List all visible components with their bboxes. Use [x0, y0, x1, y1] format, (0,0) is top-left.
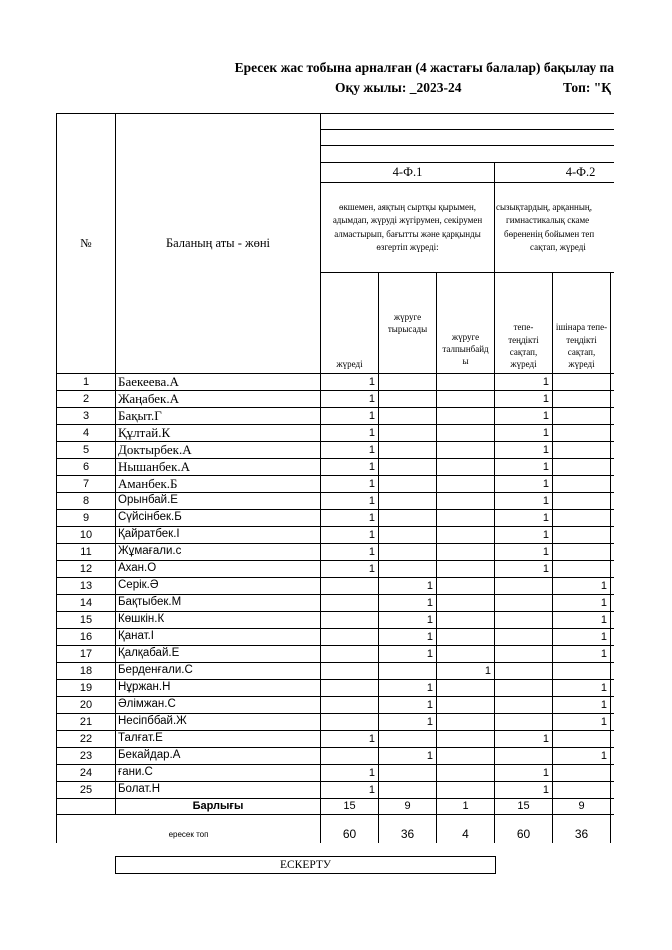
score-cell: 1 — [321, 765, 379, 782]
score-cell-empty — [611, 629, 615, 646]
score-cell-empty — [611, 391, 615, 408]
score-cell — [321, 663, 379, 680]
skill-description-line: сызықтардың, арқанның, — [496, 201, 592, 212]
row-number: 2 — [57, 391, 116, 408]
score-cell: 1 — [321, 476, 379, 493]
student-name: Несіпббай.Ж — [116, 714, 321, 731]
score-cell — [321, 646, 379, 663]
score-cell-empty — [611, 595, 615, 612]
skill-code: 4-Ф.1 — [321, 163, 495, 183]
level-header-line: жүруге — [451, 331, 480, 342]
skill-description-line: алмастырып, бағытты және қарқынды — [334, 228, 481, 239]
score-cell: 1 — [553, 629, 611, 646]
skill-description-line: бөрененің бойымен теп — [504, 228, 595, 239]
table-row — [57, 680, 615, 697]
score-cell — [379, 459, 437, 476]
student-name: Құлтай.К — [116, 425, 321, 442]
score-cell-empty — [611, 782, 615, 799]
score-cell — [379, 510, 437, 527]
score-cell: 1 — [379, 578, 437, 595]
score-cell — [437, 374, 495, 391]
score-cell — [495, 680, 553, 697]
table-row — [57, 731, 615, 748]
header-blank-row — [321, 114, 615, 130]
score-cell — [379, 561, 437, 578]
score-cell: 1 — [495, 561, 553, 578]
table-row — [57, 646, 615, 663]
row-number: 3 — [57, 408, 116, 425]
score-cell: 1 — [379, 646, 437, 663]
score-cell — [437, 612, 495, 629]
row-number: 19 — [57, 680, 116, 697]
table-row — [57, 663, 615, 680]
table-row — [57, 493, 615, 510]
header-blank-row — [321, 130, 615, 146]
score-cell-empty — [611, 561, 615, 578]
level-header — [379, 273, 437, 374]
score-cell — [437, 527, 495, 544]
level-header-line: жүреді — [336, 358, 363, 369]
table-row — [57, 578, 615, 595]
score-cell: 1 — [321, 459, 379, 476]
score-cell — [437, 731, 495, 748]
total-empty — [611, 799, 615, 815]
score-cell — [437, 408, 495, 425]
score-cell-empty — [611, 731, 615, 748]
score-cell — [379, 663, 437, 680]
score-cell: 1 — [495, 374, 553, 391]
score-cell — [437, 629, 495, 646]
score-cell: 1 — [321, 527, 379, 544]
score-cell: 1 — [321, 510, 379, 527]
score-cell — [495, 646, 553, 663]
row-number: 7 — [57, 476, 116, 493]
student-name: Сүйсінбек.Б — [116, 510, 321, 527]
score-cell — [379, 527, 437, 544]
total-value: 1 — [437, 799, 495, 815]
student-name: Нұржан.Н — [116, 680, 321, 697]
score-cell — [553, 765, 611, 782]
table-row — [57, 374, 615, 391]
score-cell — [553, 374, 611, 391]
percent-label: ересек топ — [57, 815, 321, 844]
score-cell: 1 — [495, 459, 553, 476]
level-header-line: жүреді — [568, 358, 595, 369]
table-row — [57, 765, 615, 782]
score-cell: 1 — [495, 544, 553, 561]
score-cell — [495, 714, 553, 731]
table-row — [57, 544, 615, 561]
score-cell — [553, 493, 611, 510]
row-number: 12 — [57, 561, 116, 578]
level-header-line: сақтап, — [509, 346, 538, 357]
score-cell: 1 — [495, 765, 553, 782]
score-cell: 1 — [495, 493, 553, 510]
score-cell — [437, 459, 495, 476]
score-cell — [553, 663, 611, 680]
totals-row — [57, 799, 615, 815]
total-value: 9 — [553, 799, 611, 815]
score-cell: 1 — [379, 595, 437, 612]
table-row — [57, 629, 615, 646]
row-number: 10 — [57, 527, 116, 544]
score-cell — [437, 442, 495, 459]
score-cell: 1 — [379, 680, 437, 697]
student-name: Көшкін.К — [116, 612, 321, 629]
score-cell-empty — [611, 425, 615, 442]
level-header-line: теңдікті — [508, 334, 539, 345]
student-name: Аманбек.Б — [116, 476, 321, 493]
table-row — [57, 391, 615, 408]
totals-label: Барлығы — [116, 799, 321, 815]
student-name: Жаңабек.А — [116, 391, 321, 408]
group-name: Топ: "Қ — [563, 80, 612, 95]
score-cell — [437, 595, 495, 612]
header-blank-row — [321, 146, 615, 163]
score-cell: 1 — [379, 697, 437, 714]
student-name: Бақтыбек.М — [116, 595, 321, 612]
score-cell — [553, 510, 611, 527]
row-number: 6 — [57, 459, 116, 476]
score-cell-empty — [611, 408, 615, 425]
score-cell-empty — [611, 663, 615, 680]
level-header-line: ішінара тепе- — [555, 322, 608, 333]
student-name: Бақыт.Г — [116, 408, 321, 425]
level-header-line: сақтап, — [567, 346, 596, 357]
score-cell — [553, 561, 611, 578]
score-cell: 1 — [495, 476, 553, 493]
total-value: 9 — [379, 799, 437, 815]
student-name: Жұмағали.с — [116, 544, 321, 561]
score-cell: 1 — [553, 595, 611, 612]
row-number: 13 — [57, 578, 116, 595]
score-cell: 1 — [321, 391, 379, 408]
score-cell-empty — [611, 544, 615, 561]
score-cell: 1 — [321, 544, 379, 561]
skill-description — [321, 183, 495, 273]
level-header-line: ы — [462, 355, 469, 366]
score-cell — [495, 748, 553, 765]
number-header: № — [57, 114, 116, 374]
score-cell: 1 — [495, 442, 553, 459]
score-cell — [437, 493, 495, 510]
level-header-line: талпынбайд — [442, 343, 489, 354]
score-cell-empty — [611, 697, 615, 714]
score-cell — [553, 408, 611, 425]
row-number: 20 — [57, 697, 116, 714]
score-cell — [379, 782, 437, 799]
row-number: 11 — [57, 544, 116, 561]
score-cell — [379, 765, 437, 782]
level-header — [321, 273, 379, 374]
score-cell — [495, 629, 553, 646]
score-cell: 1 — [495, 510, 553, 527]
student-name: Қалқабай.Е — [116, 646, 321, 663]
score-cell — [379, 544, 437, 561]
level-header-line: тырысады — [387, 324, 428, 334]
score-cell-empty — [611, 527, 615, 544]
table-row — [57, 425, 615, 442]
score-cell-empty — [611, 748, 615, 765]
score-cell — [553, 527, 611, 544]
row-number: 9 — [57, 510, 116, 527]
skill-description-line: өзгертіп жүреді: — [376, 242, 439, 252]
level-header — [437, 273, 495, 374]
row-number: 21 — [57, 714, 116, 731]
table-row — [57, 408, 615, 425]
table-row — [57, 748, 615, 765]
level-header-line: жүруге — [393, 311, 422, 322]
score-cell — [379, 442, 437, 459]
score-cell — [437, 697, 495, 714]
score-cell — [321, 714, 379, 731]
table-row — [57, 561, 615, 578]
row-number: 18 — [57, 663, 116, 680]
score-cell — [379, 408, 437, 425]
score-cell — [437, 782, 495, 799]
score-cell: 1 — [321, 493, 379, 510]
student-name: Орынбай.Е — [116, 493, 321, 510]
score-cell — [379, 493, 437, 510]
score-cell — [437, 510, 495, 527]
row-number: 25 — [57, 782, 116, 799]
level-header-line: жүреді — [510, 358, 537, 369]
score-cell — [495, 595, 553, 612]
score-cell: 1 — [495, 731, 553, 748]
score-cell-empty — [611, 714, 615, 731]
score-cell — [379, 391, 437, 408]
score-cell — [553, 782, 611, 799]
score-cell: 1 — [321, 782, 379, 799]
row-number: 14 — [57, 595, 116, 612]
student-name: Қанат.І — [116, 629, 321, 646]
score-cell-empty — [611, 578, 615, 595]
score-cell: 1 — [321, 561, 379, 578]
score-cell: 1 — [321, 731, 379, 748]
score-cell — [379, 476, 437, 493]
student-name: Берденғали.С — [116, 663, 321, 680]
row-number: 22 — [57, 731, 116, 748]
note-box: ЕСКЕРТУ — [115, 856, 496, 874]
percent-value: 36 — [379, 815, 437, 844]
score-cell — [553, 544, 611, 561]
skill-code: 4-Ф.2 — [495, 163, 615, 183]
row-number: 8 — [57, 493, 116, 510]
percent-value: 60 — [321, 815, 379, 844]
student-name: Ахан.О — [116, 561, 321, 578]
score-cell: 1 — [495, 391, 553, 408]
score-cell — [437, 765, 495, 782]
score-cell — [553, 391, 611, 408]
academic-year: Оқу жылы: _2023-24 — [335, 80, 462, 95]
observation-table — [56, 113, 614, 843]
row-number: 4 — [57, 425, 116, 442]
score-cell: 1 — [553, 748, 611, 765]
score-cell — [321, 595, 379, 612]
percent-empty — [611, 815, 615, 844]
level-header — [495, 273, 553, 374]
table-row — [57, 442, 615, 459]
score-cell: 1 — [495, 425, 553, 442]
student-name: Нышанбек.А — [116, 459, 321, 476]
table-row — [57, 714, 615, 731]
student-name: Доктырбек.А — [116, 442, 321, 459]
row-number: 15 — [57, 612, 116, 629]
report-title: Ересек жас тобына арналған (4 жастағы балалар) бақылау па — [234, 60, 614, 75]
table-row — [57, 476, 615, 493]
score-cell — [437, 425, 495, 442]
score-cell-empty — [611, 476, 615, 493]
score-cell — [437, 578, 495, 595]
score-cell — [495, 663, 553, 680]
student-name: ғани.С — [116, 765, 321, 782]
score-cell: 1 — [553, 646, 611, 663]
total-value: 15 — [321, 799, 379, 815]
score-cell — [437, 561, 495, 578]
skill-description — [495, 183, 615, 273]
percent-row — [57, 815, 615, 844]
row-number: 1 — [57, 374, 116, 391]
student-name: Серік.Ә — [116, 578, 321, 595]
score-cell — [321, 680, 379, 697]
level-header-line: тепе- — [513, 322, 534, 333]
table-row — [57, 697, 615, 714]
skill-description-line: өкшемен, аяқтың сыртқы қырымен, — [338, 201, 477, 212]
score-cell — [553, 731, 611, 748]
score-cell — [495, 612, 553, 629]
score-cell: 1 — [553, 680, 611, 697]
score-cell-empty — [611, 680, 615, 697]
row-number: 17 — [57, 646, 116, 663]
level-header-empty — [611, 273, 615, 374]
score-cell: 1 — [321, 442, 379, 459]
row-number: 23 — [57, 748, 116, 765]
score-cell: 1 — [553, 714, 611, 731]
score-cell — [495, 697, 553, 714]
total-value: 15 — [495, 799, 553, 815]
score-cell — [379, 425, 437, 442]
student-name: Бекайдар.А — [116, 748, 321, 765]
score-cell — [379, 374, 437, 391]
table-row — [57, 595, 615, 612]
row-number: 5 — [57, 442, 116, 459]
observation-table-wrapper — [56, 113, 614, 843]
score-cell — [437, 391, 495, 408]
level-header — [553, 273, 611, 374]
score-cell — [379, 731, 437, 748]
score-cell — [495, 578, 553, 595]
name-header: Баланың аты - жөні — [116, 114, 321, 374]
skill-description-line: сақтап, жүреді — [530, 242, 586, 252]
percent-value: 36 — [553, 815, 611, 844]
level-header-line: теңдікті — [566, 334, 597, 345]
score-cell — [437, 680, 495, 697]
score-cell — [553, 425, 611, 442]
row-number: 24 — [57, 765, 116, 782]
score-cell-empty — [611, 765, 615, 782]
skill-description-line: адымдап, жүруді жүгірумен, секірумен — [332, 215, 483, 225]
score-cell: 1 — [379, 714, 437, 731]
student-name: Баекеева.А — [116, 374, 321, 391]
table-row — [57, 510, 615, 527]
score-cell: 1 — [553, 697, 611, 714]
score-cell: 1 — [495, 527, 553, 544]
score-cell — [437, 748, 495, 765]
table-row — [57, 459, 615, 476]
student-name: Әлімжан.С — [116, 697, 321, 714]
score-cell: 1 — [495, 408, 553, 425]
score-cell-empty — [611, 612, 615, 629]
score-cell: 1 — [379, 629, 437, 646]
score-cell: 1 — [553, 612, 611, 629]
score-cell: 1 — [553, 578, 611, 595]
score-cell-empty — [611, 646, 615, 663]
score-cell-empty — [611, 374, 615, 391]
score-cell: 1 — [495, 782, 553, 799]
row-number: 16 — [57, 629, 116, 646]
totals-blank — [57, 799, 116, 815]
score-cell — [437, 476, 495, 493]
score-cell-empty — [611, 510, 615, 527]
score-cell: 1 — [379, 748, 437, 765]
score-cell — [437, 646, 495, 663]
student-name: Талғат.Е — [116, 731, 321, 748]
score-cell — [553, 459, 611, 476]
table-row — [57, 782, 615, 799]
score-cell — [437, 714, 495, 731]
score-cell — [321, 629, 379, 646]
score-cell-empty — [611, 459, 615, 476]
percent-value: 60 — [495, 815, 553, 844]
score-cell: 1 — [379, 612, 437, 629]
score-cell: 1 — [321, 425, 379, 442]
student-name: Болат.Н — [116, 782, 321, 799]
score-cell — [437, 544, 495, 561]
score-cell-empty — [611, 442, 615, 459]
score-cell — [321, 748, 379, 765]
student-name: Қайратбек.І — [116, 527, 321, 544]
score-cell — [553, 476, 611, 493]
score-cell — [553, 442, 611, 459]
skill-description-line: гимнастикалық скаме — [506, 215, 590, 225]
score-cell: 1 — [321, 374, 379, 391]
score-cell — [321, 612, 379, 629]
table-row — [57, 612, 615, 629]
score-cell — [321, 578, 379, 595]
percent-value: 4 — [437, 815, 495, 844]
score-cell: 1 — [437, 663, 495, 680]
table-row — [57, 527, 615, 544]
score-cell-empty — [611, 493, 615, 510]
score-cell — [321, 697, 379, 714]
score-cell: 1 — [321, 408, 379, 425]
